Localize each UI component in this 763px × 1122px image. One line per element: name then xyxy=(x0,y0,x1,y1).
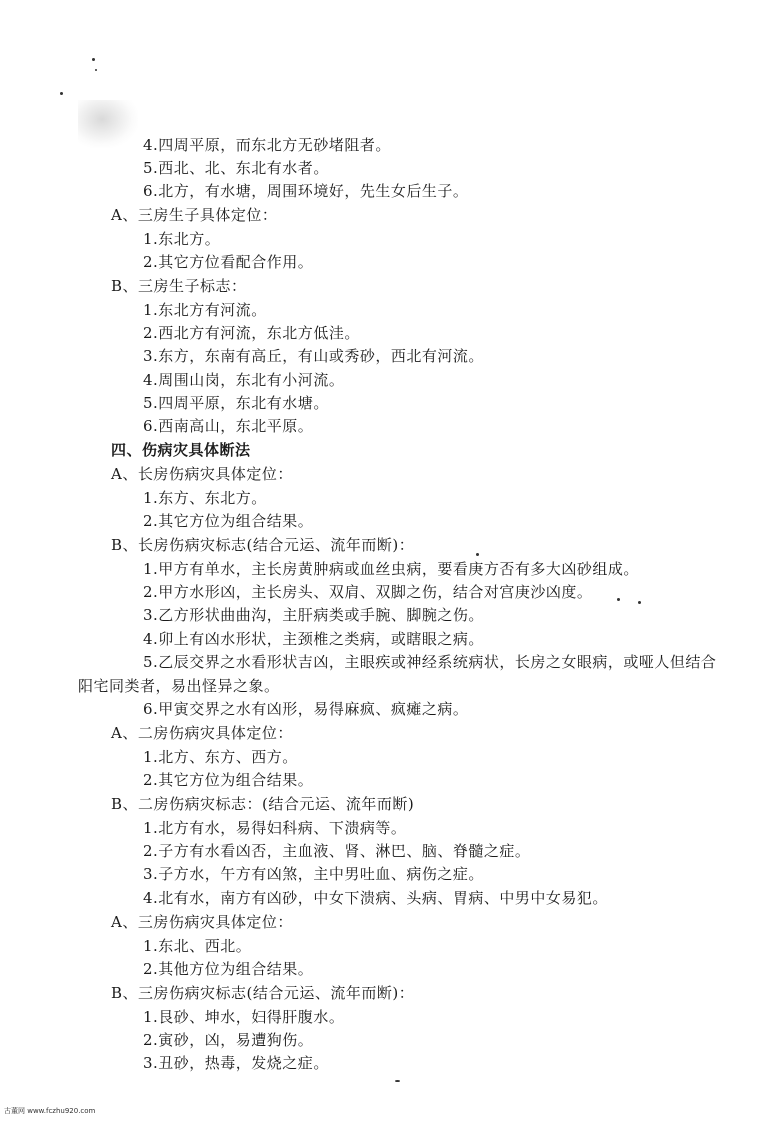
text-line: 2.子方有水看凶否，主血液、肾、淋巴、脑、脊髓之症。 xyxy=(143,842,531,860)
text-line: 5.乙辰交界之水看形状吉凶，主眼疾或神经系统病状，长房之女眼病，或哑人但结合 xyxy=(143,653,717,671)
scan-speck xyxy=(476,553,479,556)
text-line: 4.周围山岗，东北有小河流。 xyxy=(143,371,345,389)
text-line-continued: 阳宅同类者，易出怪异之象。 xyxy=(78,677,280,695)
text-line: 2.寅砂，凶，易遭狗伤。 xyxy=(143,1031,314,1049)
text-line: 6.西南高山，东北平原。 xyxy=(143,417,314,435)
text-line: 5.西北、北、东北有水者。 xyxy=(143,159,329,177)
scan-speck xyxy=(395,1080,400,1082)
section-heading: A、三房生子具体定位： xyxy=(111,206,278,224)
scan-speck xyxy=(60,92,63,95)
text-line: 2.西北方有河流，东北方低洼。 xyxy=(143,324,360,342)
scan-speck xyxy=(92,58,95,61)
text-line: 3.子方水，午方有凶煞，主中男吐血、病伤之症。 xyxy=(143,865,484,883)
text-line: 5.四周平原，东北有水塘。 xyxy=(143,394,329,412)
scan-speck xyxy=(617,598,620,601)
text-line: 1.东北、西北。 xyxy=(143,937,252,955)
text-line: 1.北方、东方、西方。 xyxy=(143,748,298,766)
text-line: 6.北方，有水塘，周围环境好，先生女后生子。 xyxy=(143,182,469,200)
section-heading: B、三房生子标志： xyxy=(111,277,247,295)
scan-speck xyxy=(95,69,97,71)
scan-smudge xyxy=(78,100,138,148)
text-line: 1.北方有水，易得妇科病、下溃病等。 xyxy=(143,819,407,837)
text-line: 6.甲寅交界之水有凶形，易得麻疯、疯瘫之病。 xyxy=(143,700,469,718)
text-line: 2.其它方位为组合结果。 xyxy=(143,512,314,530)
text-line: 1.艮砂、坤水，妇得肝腹水。 xyxy=(143,1008,345,1026)
text-line: 2.甲方水形凶，主长房头、双肩、双脚之伤，结合对宫庚沙凶度。 xyxy=(143,583,593,601)
section-heading: B、长房伤病灾标志(结合元运、流年而断)： xyxy=(111,536,415,554)
text-line: 3.丑砂，热毒，发烧之症。 xyxy=(143,1054,329,1072)
text-line: 1.东北方有河流。 xyxy=(143,301,267,319)
text-line: 4.北有水，南方有凶砂，中女下溃病、头病、胃病、中男中女易犯。 xyxy=(143,889,608,907)
text-line: 1.东方、东北方。 xyxy=(143,489,267,507)
section-heading: A、三房伤病灾具体定位： xyxy=(111,913,293,931)
text-line: 2.其他方位为组合结果。 xyxy=(143,960,314,978)
text-line: 1.甲方有单水，主长房黄肿病或血丝虫病，要看庚方否有多大凶砂组成。 xyxy=(143,560,639,578)
text-line: 3.乙方形状曲曲沟，主肝病类或手腕、脚腕之伤。 xyxy=(143,606,484,624)
text-line: 4.卯上有凶水形状，主颈椎之类病，或瞎眼之病。 xyxy=(143,630,484,648)
section-heading: A、长房伤病灾具体定位： xyxy=(111,465,293,483)
scan-speck xyxy=(638,601,641,604)
section-heading: A、二房伤病灾具体定位： xyxy=(111,724,293,742)
text-line: 2.其它方位看配合作用。 xyxy=(143,253,314,271)
footer-watermark: 古董网 www.fczhu920.com xyxy=(4,1107,96,1115)
section-heading: B、三房伤病灾标志(结合元运、流年而断)： xyxy=(111,984,415,1002)
chapter-heading: 四、伤病灾具体断法 xyxy=(111,441,251,459)
text-line: 4.四周平原，而东北方无砂堵阻者。 xyxy=(143,136,391,154)
text-line: 2.其它方位为组合结果。 xyxy=(143,771,314,789)
section-heading: B、二房伤病灾标志：(结合元运、流年而断) xyxy=(111,795,415,813)
text-line: 3.东方，东南有高丘，有山或秀砂，西北有河流。 xyxy=(143,347,484,365)
text-line: 1.东北方。 xyxy=(143,230,221,248)
